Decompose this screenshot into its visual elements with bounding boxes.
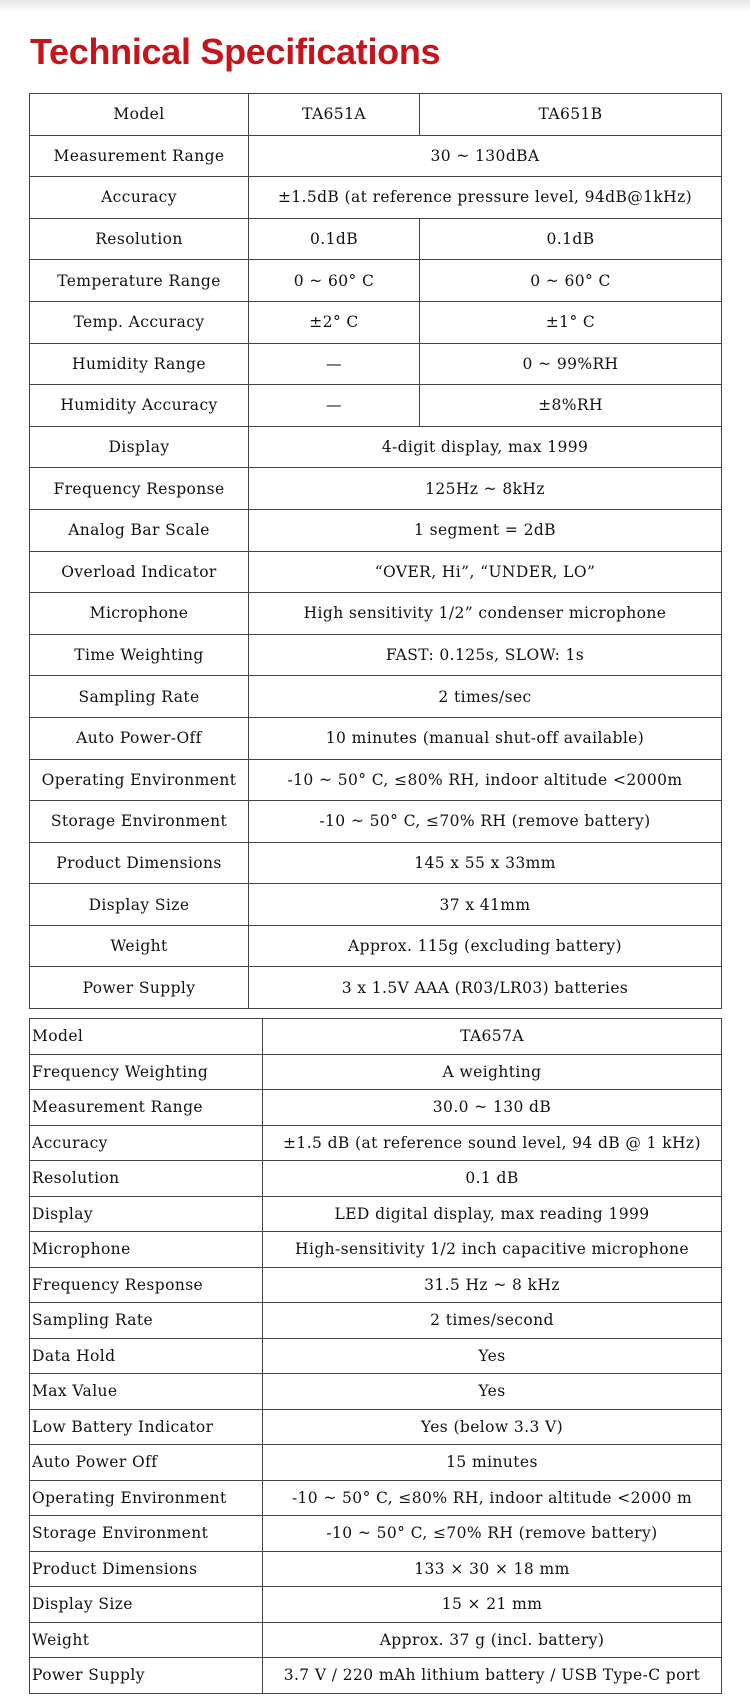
spec-value: 30.0 ~ 130 dB: [263, 1090, 722, 1126]
table-row: [30, 260, 722, 302]
spec-label: Weight: [30, 1622, 263, 1658]
spec-value: 1 segment = 2dB: [249, 509, 722, 551]
spec-label: Auto Power-Off: [30, 717, 249, 759]
spec-label: Resolution: [30, 218, 249, 260]
table-row: [30, 967, 722, 1009]
table-row: [30, 509, 722, 551]
spec-value: A weighting: [263, 1054, 722, 1090]
spec-label: Microphone: [30, 1232, 263, 1268]
spec-label: Operating Environment: [30, 1480, 263, 1516]
spec-value: High-sensitivity 1/2 inch capacitive microphone: [263, 1232, 722, 1268]
spec-label: Product Dimensions: [30, 842, 249, 884]
spec-label: Storage Environment: [30, 801, 249, 843]
spec-value: ±1.5dB (at reference pressure level, 94dB@1kHz): [249, 177, 722, 219]
spec-label: Humidity Accuracy: [30, 385, 249, 427]
table-row: [30, 1409, 722, 1445]
spec-value: 31.5 Hz ~ 8 kHz: [263, 1267, 722, 1303]
table-row: [30, 1125, 722, 1161]
table-row: [30, 468, 722, 510]
spec-label: Storage Environment: [30, 1516, 263, 1552]
spec-value-ta651a: ±2° C: [249, 301, 420, 343]
spec-value: Approx. 37 g (incl. battery): [263, 1622, 722, 1658]
spec-value-ta651b: 0 ~ 99%RH: [420, 343, 722, 385]
spec-value: High sensitivity 1/2” condenser microphone: [249, 593, 722, 635]
table-row: [30, 801, 722, 843]
spec-label: Sampling Rate: [30, 1303, 263, 1339]
spec-label: Power Supply: [30, 1658, 263, 1694]
table-row: [30, 884, 722, 926]
spec-table-ta657-body: [30, 1019, 722, 1694]
spec-label: Display: [30, 426, 249, 468]
spec-label: Resolution: [30, 1161, 263, 1197]
table-row: [30, 1551, 722, 1587]
table-row: [30, 1161, 722, 1197]
spec-table-ta651: [29, 93, 722, 1009]
spec-value: 4-digit display, max 1999: [249, 426, 722, 468]
spec-value-ta651a: 0 ~ 60° C: [249, 260, 420, 302]
table-row: [30, 1516, 722, 1552]
spec-label: Power Supply: [30, 967, 249, 1009]
spec-value: “OVER, Hi”, “UNDER, LO”: [249, 551, 722, 593]
table-row: [30, 1232, 722, 1268]
table-row: [30, 343, 722, 385]
table-row: [30, 94, 722, 136]
spec-label: Accuracy: [30, 1125, 263, 1161]
spec-value: 3.7 V / 220 mAh lithium battery / USB Type-C port: [263, 1658, 722, 1694]
spec-value: 145 x 55 x 33mm: [249, 842, 722, 884]
table-row: [30, 1622, 722, 1658]
spec-value: 133 × 30 × 18 mm: [263, 1551, 722, 1587]
spec-value-ta651b: TA651B: [420, 94, 722, 136]
table-row: [30, 842, 722, 884]
spec-value: Yes: [263, 1374, 722, 1410]
spec-value: FAST: 0.125s, SLOW: 1s: [249, 634, 722, 676]
spec-label: Product Dimensions: [30, 1551, 263, 1587]
table-row: [30, 1267, 722, 1303]
spec-value-ta651a: —: [249, 385, 420, 427]
spec-label: Model: [30, 94, 249, 136]
table-row: [30, 925, 722, 967]
spec-value: Yes (below 3.3 V): [263, 1409, 722, 1445]
spec-label: Frequency Response: [30, 1267, 263, 1303]
page-title: Technical Specifications: [30, 31, 441, 72]
spec-label: Accuracy: [30, 177, 249, 219]
spec-label: Humidity Range: [30, 343, 249, 385]
table-row: [30, 634, 722, 676]
table-row: [30, 135, 722, 177]
spec-label: Sampling Rate: [30, 676, 249, 718]
table-row: [30, 1019, 722, 1055]
spec-value-ta651a: 0.1dB: [249, 218, 420, 260]
spec-label: Auto Power Off: [30, 1445, 263, 1481]
spec-label: Weight: [30, 925, 249, 967]
spec-label: Frequency Weighting: [30, 1054, 263, 1090]
table-row: [30, 551, 722, 593]
table-row: [30, 1374, 722, 1410]
spec-label: Frequency Response: [30, 468, 249, 510]
spec-value: 0.1 dB: [263, 1161, 722, 1197]
table-row: [30, 1338, 722, 1374]
spec-value: ±1.5 dB (at reference sound level, 94 dB @ 1 kHz): [263, 1125, 722, 1161]
table-row: [30, 1303, 722, 1339]
table-row: [30, 1090, 722, 1126]
spec-value: 3 x 1.5V AAA (R03/LR03) batteries: [249, 967, 722, 1009]
table-row: [30, 177, 722, 219]
spec-value: 15 × 21 mm: [263, 1587, 722, 1623]
spec-value: -10 ~ 50° C, ≤80% RH, indoor altitude <2000 m: [263, 1480, 722, 1516]
spec-value-ta651b: 0.1dB: [420, 218, 722, 260]
table-row: [30, 593, 722, 635]
spec-label: Low Battery Indicator: [30, 1409, 263, 1445]
table-row: [30, 1658, 722, 1694]
spec-table-ta657: [29, 1018, 722, 1694]
spec-value: Approx. 115g (excluding battery): [249, 925, 722, 967]
spec-table-ta651-body: [30, 94, 722, 1009]
table-row: [30, 426, 722, 468]
table-row: [30, 1445, 722, 1481]
spec-value: 125Hz ~ 8kHz: [249, 468, 722, 510]
spec-label: Display: [30, 1196, 263, 1232]
spec-value: LED digital display, max reading 1999: [263, 1196, 722, 1232]
spec-value-ta651a: TA651A: [249, 94, 420, 136]
spec-label: Microphone: [30, 593, 249, 635]
spec-label: Analog Bar Scale: [30, 509, 249, 551]
spec-value: 30 ~ 130dBA: [249, 135, 722, 177]
top-shadow: [0, 0, 750, 12]
table-row: [30, 1054, 722, 1090]
table-row: [30, 1587, 722, 1623]
table-row: [30, 385, 722, 427]
spec-value: 15 minutes: [263, 1445, 722, 1481]
table-row: [30, 676, 722, 718]
spec-value: 10 minutes (manual shut-off available): [249, 717, 722, 759]
spec-label: Measurement Range: [30, 135, 249, 177]
spec-value-ta651b: ±1° C: [420, 301, 722, 343]
spec-value: TA657A: [263, 1019, 722, 1055]
spec-label: Max Value: [30, 1374, 263, 1410]
spec-label: Model: [30, 1019, 263, 1055]
table-row: [30, 1480, 722, 1516]
spec-value: 2 times/second: [263, 1303, 722, 1339]
spec-value: 2 times/sec: [249, 676, 722, 718]
spec-label: Display Size: [30, 884, 249, 926]
spec-value-ta651a: —: [249, 343, 420, 385]
spec-label: Operating Environment: [30, 759, 249, 801]
spec-value: -10 ~ 50° C, ≤70% RH (remove battery): [249, 801, 722, 843]
spec-value: -10 ~ 50° C, ≤70% RH (remove battery): [263, 1516, 722, 1552]
spec-label: Display Size: [30, 1587, 263, 1623]
table-row: [30, 301, 722, 343]
spec-label: Temp. Accuracy: [30, 301, 249, 343]
spec-label: Data Hold: [30, 1338, 263, 1374]
table-row: [30, 1196, 722, 1232]
spec-label: Overload Indicator: [30, 551, 249, 593]
spec-value-ta651b: 0 ~ 60° C: [420, 260, 722, 302]
table-row: [30, 717, 722, 759]
spec-value: 37 x 41mm: [249, 884, 722, 926]
table-row: [30, 759, 722, 801]
spec-label: Temperature Range: [30, 260, 249, 302]
table-row: [30, 218, 722, 260]
spec-label: Measurement Range: [30, 1090, 263, 1126]
spec-value-ta651b: ±8%RH: [420, 385, 722, 427]
spec-value: Yes: [263, 1338, 722, 1374]
spec-value: -10 ~ 50° C, ≤80% RH, indoor altitude <2000m: [249, 759, 722, 801]
spec-label: Time Weighting: [30, 634, 249, 676]
